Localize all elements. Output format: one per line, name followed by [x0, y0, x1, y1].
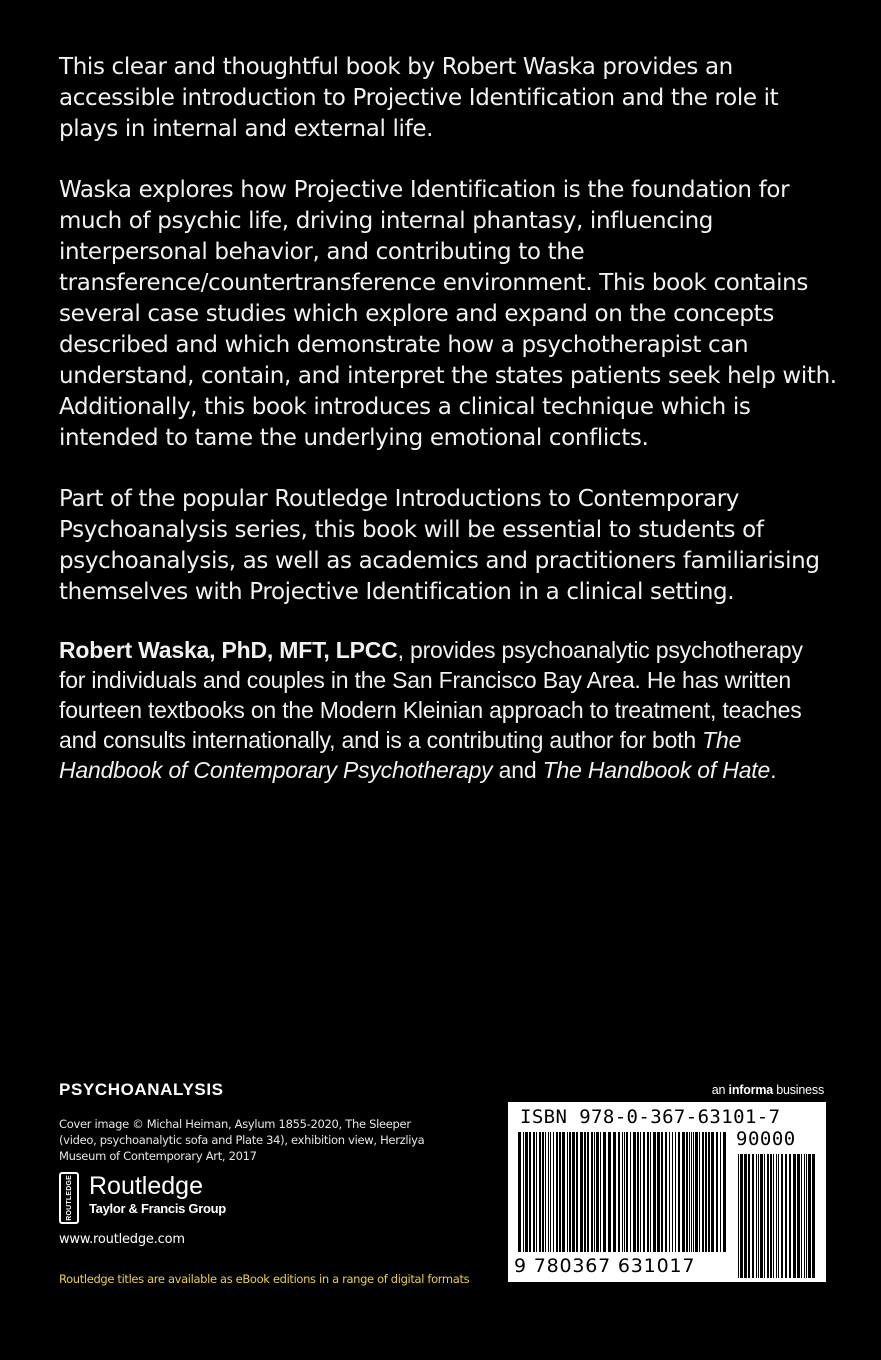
publisher-group: Taylor & Francis Group	[89, 1201, 226, 1216]
barcode-bar	[773, 1154, 774, 1278]
subject-category: PSYCHOANALYSIS	[59, 1080, 224, 1099]
informa-suffix: business	[772, 1083, 824, 1097]
blurb-paragraph-2: Waska explores how Projective Identification is the foundation for much of psychic life, driving internal phantasy, influencing interpersonal behavior, and contributing to the transference/countertransference environment. This book contains several case studies which explore and expand on the concepts described and which demonstrate how a psychotherapist can understand, contain, and interpret the states patients seek help with. Additionally, this book introduces a clinical technique which is intended to tame the underlying emotional conflicts.	[59, 177, 837, 451]
barcode-bar	[758, 1154, 759, 1278]
barcode-bar	[781, 1154, 783, 1278]
isbn-label: ISBN 978-0-367-63101-7	[520, 1106, 781, 1128]
informa-prefix: an	[711, 1083, 729, 1097]
barcode-bar	[778, 1154, 779, 1278]
barcode-digits: 9 780367 631017	[514, 1252, 728, 1280]
bio-text-1: , provides psychoanalytic psychotherapy for individuals and couples in the San Francisco Bay Area. He has written fourteen textbooks on the Modern Kleinian approach to treatment, teaches and consults internationally, and is a contributing author for both	[59, 637, 803, 753]
barcode-bar	[804, 1154, 805, 1278]
barcode-bar	[797, 1154, 800, 1278]
barcode-bar	[801, 1154, 802, 1278]
publisher-name: Routledge	[89, 1172, 203, 1200]
bio-text-3: .	[770, 757, 777, 783]
barcode-bar	[776, 1154, 777, 1278]
barcode-bar	[789, 1154, 791, 1278]
barcode-bar	[748, 1154, 750, 1278]
logo-wordmark	[89, 1172, 226, 1218]
author-name: Robert Waska, PhD, MFT, LPCC	[59, 637, 398, 663]
barcode-bar	[740, 1154, 743, 1278]
informa-brand: informa	[728, 1083, 773, 1097]
barcode-bar	[767, 1154, 769, 1278]
barcode-bar	[752, 1154, 754, 1278]
publisher-website: www.routledge.com	[59, 1232, 185, 1247]
blurb-paragraph-1: This clear and thoughtful book by Robert Waska provides an accessible introduction to Projective Identification and the role it plays in internal and external life.	[59, 54, 779, 142]
barcode-bar	[812, 1154, 815, 1278]
barcode-bar	[785, 1154, 787, 1278]
barcode-bar	[744, 1154, 747, 1278]
author-bio	[59, 635, 819, 785]
routledge-logo	[59, 1172, 226, 1224]
cover-image-credit: Cover image © Michal Heiman, Asylum 1855-2020, The Sleeper (video, psychoanalytic sofa and Plate 34), exhibition view, Herzliya Museum of Contemporary Art, 2017	[59, 1117, 425, 1163]
bio-book-title-2: The Handbook of Hate	[542, 757, 771, 783]
barcode-bar	[738, 1154, 739, 1278]
price-code: 90000	[736, 1128, 796, 1150]
barcode-addon-bars-icon	[738, 1154, 816, 1278]
bio-book-title-1: The Handbook of Contemporary Psychotherapy	[59, 727, 742, 783]
barcode-bar	[756, 1154, 757, 1278]
barcode-bar	[806, 1154, 807, 1278]
ebook-availability-note: Routledge titles are available as eBook editions in a range of digital formats	[59, 1272, 470, 1286]
routledge-mark-text: ROUTLEDGE	[65, 1175, 73, 1221]
blurb-paragraph-3: Part of the popular Routledge Introductions to Contemporary Psychoanalysis series, this book will be essential to students of psychoanalysis, as well as academics and practitioners familiarising themselves with Projective Identification in a clinical setting.	[59, 486, 820, 605]
informa-business-tagline	[712, 1083, 824, 1097]
barcode-bar	[808, 1154, 811, 1278]
book-blurb	[59, 52, 839, 638]
barcode-bar	[764, 1154, 765, 1278]
routledge-mark-icon	[59, 1172, 79, 1224]
isbn-barcode	[508, 1102, 826, 1282]
barcode-bar	[760, 1154, 763, 1278]
bio-text-2: and	[492, 757, 543, 783]
barcode-bar	[770, 1154, 772, 1278]
barcode-bar	[793, 1154, 796, 1278]
author-bio-paragraph	[59, 635, 819, 785]
